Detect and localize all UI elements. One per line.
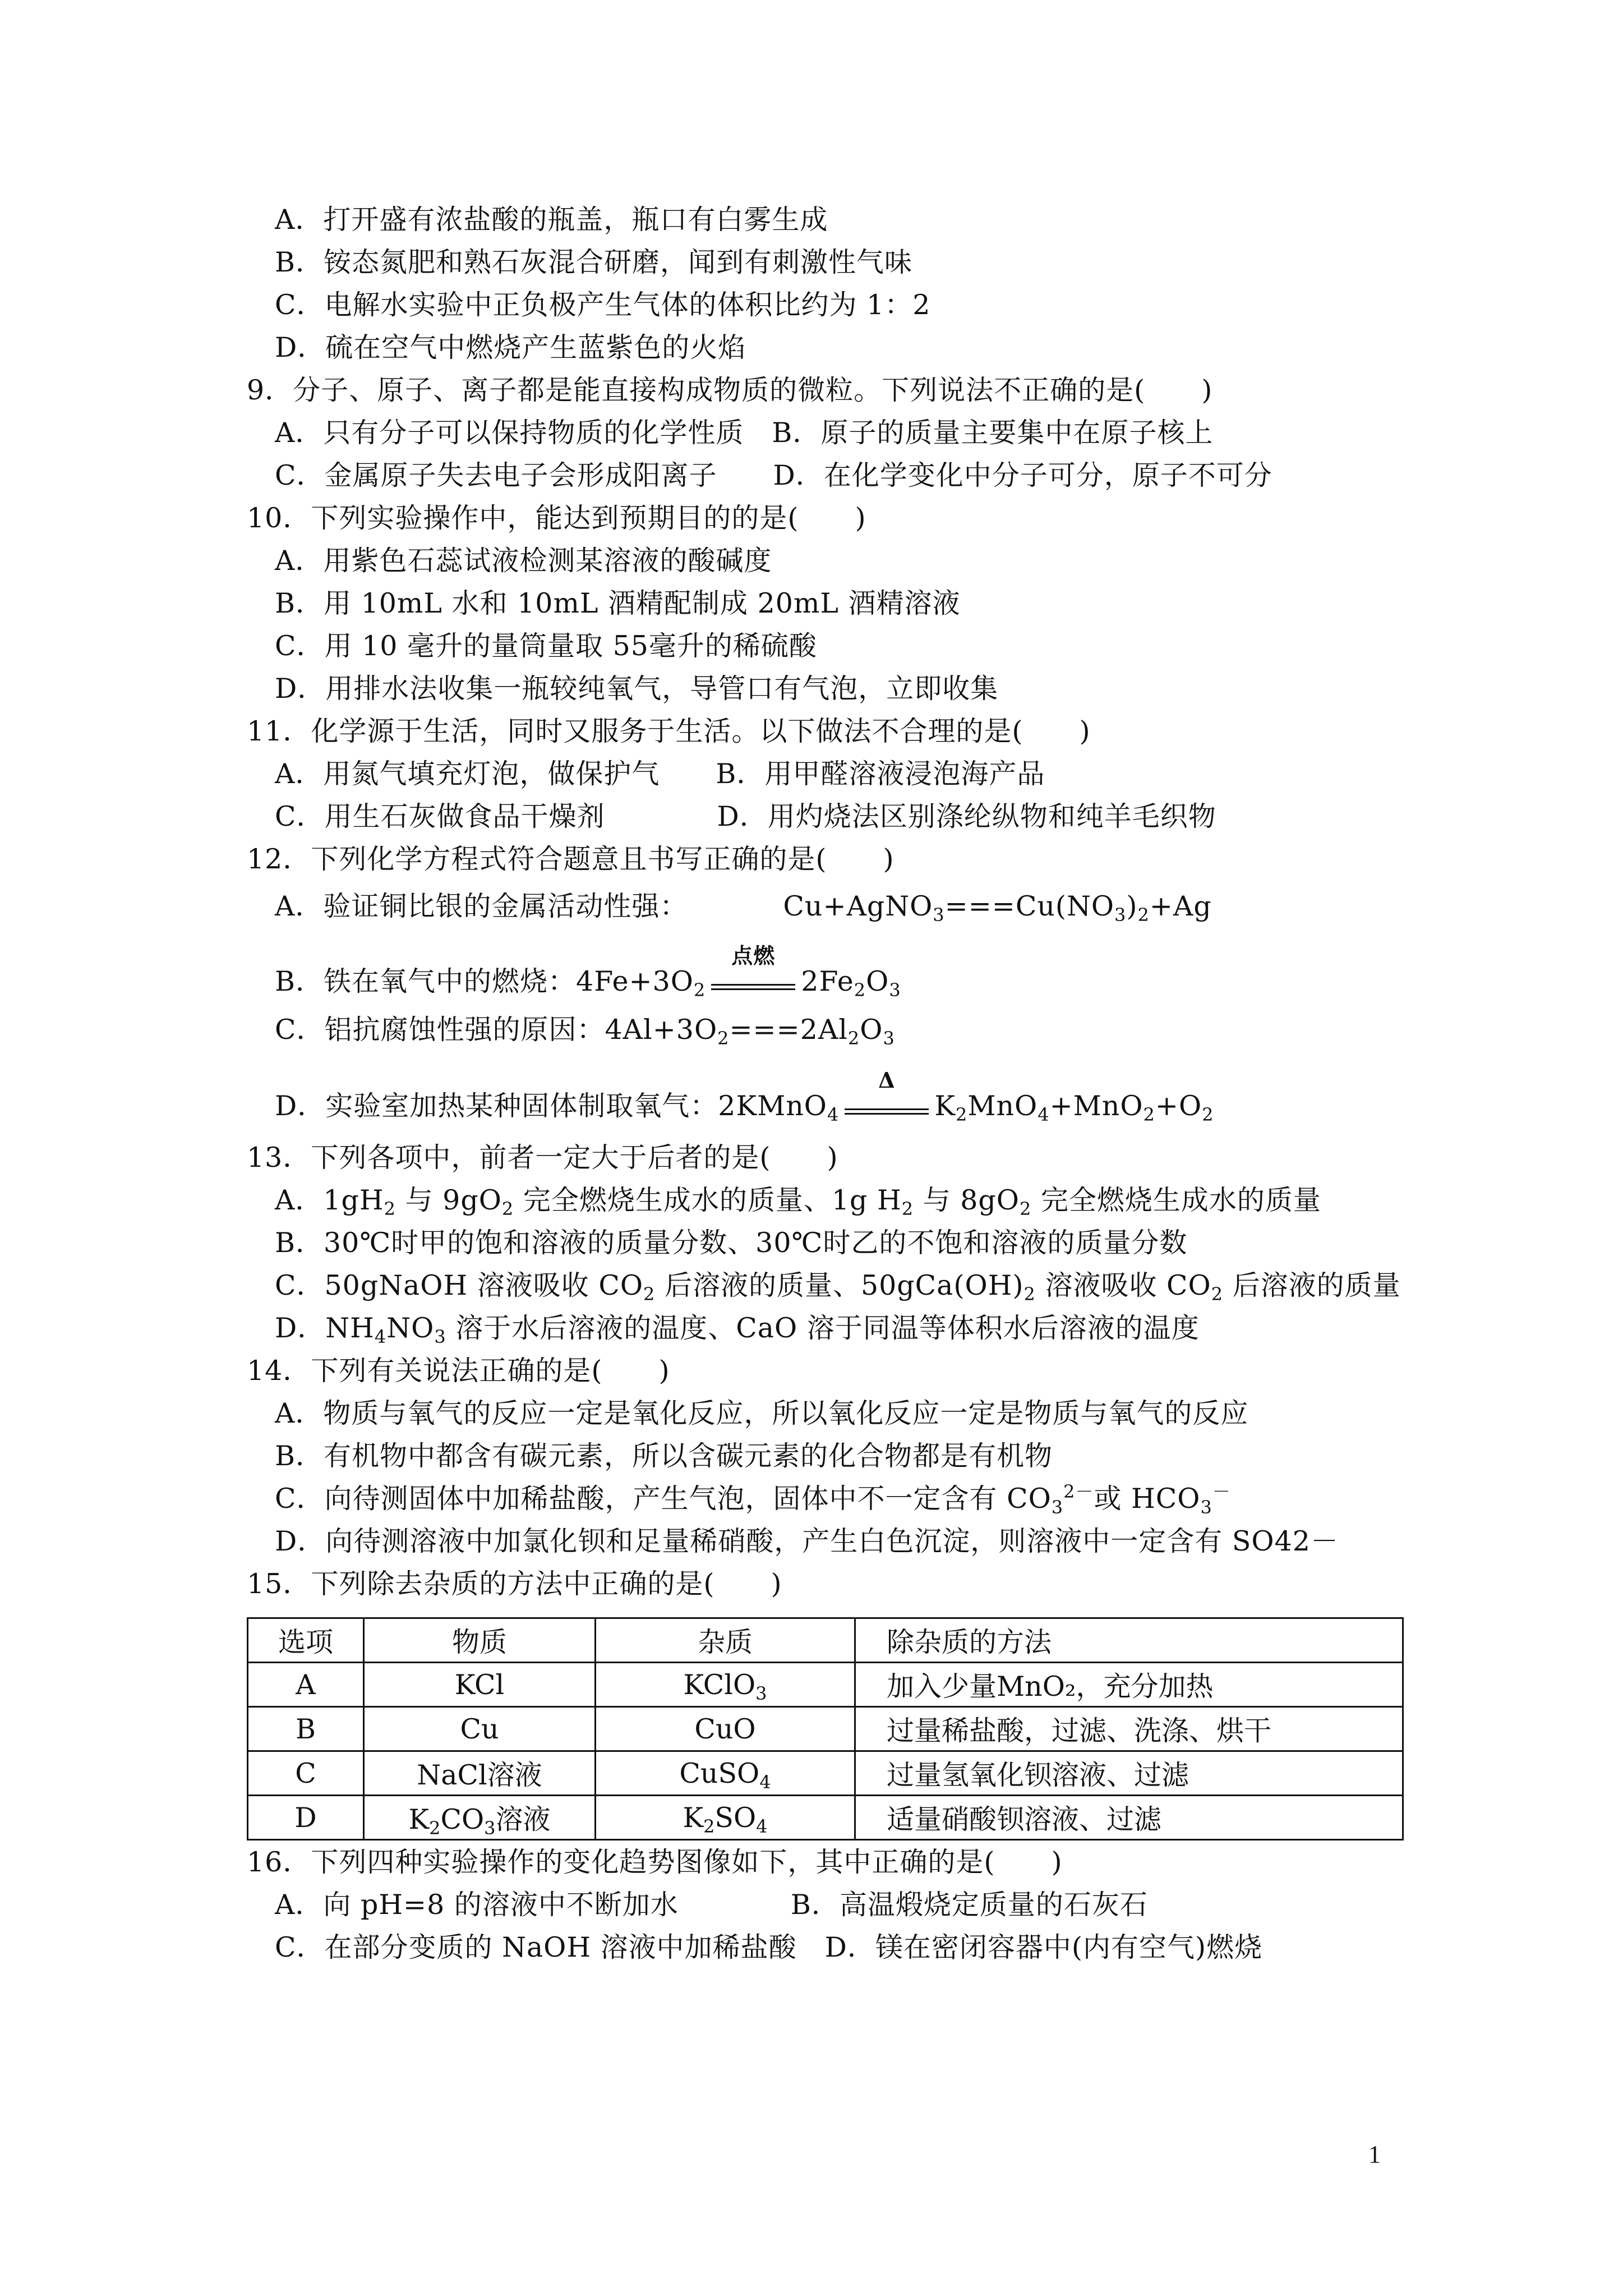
q12-d-equation: 2KMnO$_4$ Δ $K_2MnO_4+MnO_2+O_2$ — [718, 1067, 1214, 1125]
q9-options-cd: C．金属原子失去电子会形成阳离子 D．在化学变化中分子可分，原子不可分 — [275, 459, 1272, 491]
q16-options-cd: C．在部分变质的 NaOH 溶液中加稀盐酸 D．镁在密闭容器中(内有空气)燃烧 — [275, 1931, 1263, 1963]
q14-option-b: B．有机物中都含有碳元素，所以含碳元素的化合物都是有机物 — [275, 1440, 1053, 1472]
q12-a-equation: $Cu+AgNO_3===Cu(NO_3)_2+Ag$ — [783, 890, 1212, 926]
table-cell-substance: $K_2CO_3$溶液 — [364, 1796, 596, 1840]
table-cell-impurity: CuSO$_4$ — [596, 1751, 855, 1796]
q14-option-d: D．向待测溶液中加氯化钡和足量稀硝酸，产生白色沉淀，则溶液中一定含有 SO42－ — [275, 1525, 1339, 1557]
table-cell-substance: Cu — [364, 1707, 596, 1751]
q11-options-ab: A．用氮气填充灯泡，做保护气 B．用甲醛溶液浸泡海产品 — [275, 758, 1045, 790]
q12-option-c — [275, 1013, 895, 1047]
q8-option-c: C．电解水实验中正负极产生气体的体积比约为 1：2 — [275, 289, 931, 321]
table-cell-method: 过量氢氧化钡溶液、过滤 — [855, 1751, 1403, 1796]
q11-stem: 11．化学源于生活，同时又服务于生活。以下做法不合理的是( ) — [247, 715, 1091, 747]
q12-b-label: B．铁在氧气中的燃烧： — [275, 965, 577, 997]
q16-options-ab: A．向 pH=8 的溶液中不断加水 B．高温煅烧定质量的石灰石 — [275, 1889, 1148, 1921]
table-header-cell: 除杂质的方法 — [855, 1618, 1403, 1663]
q12-option-b — [275, 942, 901, 1001]
q10-option-a: A．用紫色石蕊试液检测某溶液的酸碱度 — [275, 545, 772, 577]
table-header-cell: 物质 — [364, 1618, 596, 1663]
table-cell-method: 适量硝酸钡溶液、过滤 — [855, 1796, 1403, 1840]
table-header-cell: 杂质 — [596, 1618, 855, 1663]
table-cell-substance: KCl — [364, 1663, 596, 1707]
table-row — [248, 1796, 1403, 1840]
q12-d-label: D．实验室加热某种固体制取氧气： — [275, 1090, 718, 1122]
q14-option-c: C．向待测固体中加稀盐酸，产生气泡，固体中不一定含有 $CO_3^{2-}$或 $HCO_3^-$ — [275, 1481, 1231, 1518]
reaction-condition-heat: Δ — [845, 1092, 929, 1125]
table-row — [248, 1707, 1403, 1751]
table-cell-option: D — [248, 1796, 364, 1840]
q14-stem: 14．下列有关说法正确的是( ) — [247, 1355, 670, 1387]
q9-stem: 9．分子、原子、离子都是能直接构成物质的微粒。下列说法不正确的是( ) — [247, 374, 1213, 406]
q12-option-a — [275, 890, 1212, 926]
table-row — [248, 1663, 1403, 1707]
q16-stem: 16．下列四种实验操作的变化趋势图像如下，其中正确的是( ) — [247, 1846, 1063, 1878]
q13-stem: 13．下列各项中，前者一定大于后者的是( ) — [247, 1142, 838, 1174]
table-cell-option: B — [248, 1707, 364, 1751]
q10-option-d: D．用排水法收集一瓶较纯氧气，导管口有气泡，立即收集 — [275, 673, 999, 705]
q10-option-b: B．用 10mL 水和 10mL 酒精配制成 20mL 酒精溶液 — [275, 587, 961, 619]
q13-option-d: D．$NH_4NO_3$ 溶于水后溶液的温度、CaO 溶于同温等体积水后溶液的温度 — [275, 1312, 1200, 1347]
q10-option-c: C．用 10 毫升的量筒量取 55毫升的稀硫酸 — [275, 630, 817, 662]
reaction-condition-ignite: 点燃 — [711, 967, 795, 1001]
q12-c-label: C．铝抗腐蚀性强的原因： — [275, 1014, 605, 1046]
q12-b-equation: $4Fe+3O_2$ 点燃 $2Fe_2O_3$ — [576, 942, 901, 1001]
table-row — [248, 1751, 1403, 1796]
q14-c-label: C．向待测固体中加稀盐酸，产生气泡，固体中不一定含有 — [275, 1483, 998, 1515]
table-header-row — [248, 1618, 1403, 1663]
q14-option-a: A．物质与氧气的反应一定是氧化反应，所以氧化反应一定是物质与氧气的反应 — [275, 1397, 1249, 1429]
q13-option-c: C．50gNaOH 溶液吸收 $CO_2$ 后溶液的质量、$50gCa(OH)_2$ 溶液吸收 $CO_2$ 后溶液的质量 — [275, 1269, 1401, 1305]
table-cell-method: 加入少量MnO₂，充分加热 — [855, 1663, 1403, 1707]
table-cell-impurity: CuO — [596, 1707, 855, 1751]
table-header-cell: 选项 — [248, 1618, 364, 1663]
q12-a-label: A．验证铜比银的金属活动性强： — [275, 890, 688, 922]
q12-c-equation: $4Al+3O_2===2Al_2O_3$ — [605, 1014, 895, 1049]
page-number: 1 — [1368, 2141, 1381, 2168]
q8-option-b: B．铵态氮肥和熟石灰混合研磨，闻到有刺激性气味 — [275, 246, 913, 278]
q8-option-d: D．硫在空气中燃烧产生蓝紫色的火焰 — [275, 332, 746, 364]
q15-stem: 15．下列除去杂质的方法中正确的是( ) — [247, 1568, 782, 1600]
table-cell-option: A — [248, 1663, 364, 1707]
q13-option-b: B．30℃时甲的饱和溶液的质量分数、30℃时乙的不饱和溶液的质量分数 — [275, 1227, 1188, 1259]
table-cell-impurity: KClO$_3$ — [596, 1663, 855, 1707]
q8-option-a: A．打开盛有浓盐酸的瓶盖，瓶口有白雾生成 — [275, 204, 828, 236]
table-cell-substance: NaCl溶液 — [364, 1751, 596, 1796]
q9-options-ab: A．只有分子可以保持物质的化学性质 B．原子的质量主要集中在原子核上 — [275, 417, 1214, 449]
q11-options-cd: C．用生石灰做食品干燥剂 D．用灼烧法区别涤纶纵物和纯羊毛织物 — [275, 800, 1216, 832]
q12-option-d — [275, 1067, 1214, 1125]
q12-stem: 12．下列化学方程式符合题意且书写正确的是( ) — [247, 843, 895, 875]
table-cell-option: C — [248, 1751, 364, 1796]
table-cell-impurity: $K_2SO_4$ — [596, 1796, 855, 1840]
q13-option-a: A．$1gH_2$ 与 $9gO_2$ 完全燃烧生成水的质量、1g $H_2$ 与 $8gO_2$ 完全燃烧生成水的质量 — [275, 1184, 1321, 1220]
q10-stem: 10．下列实验操作中，能达到预期目的的是( ) — [247, 502, 866, 534]
impurity-removal-table — [247, 1617, 1404, 1841]
table-cell-method: 过量稀盐酸，过滤、洗涤、烘干 — [855, 1707, 1403, 1751]
